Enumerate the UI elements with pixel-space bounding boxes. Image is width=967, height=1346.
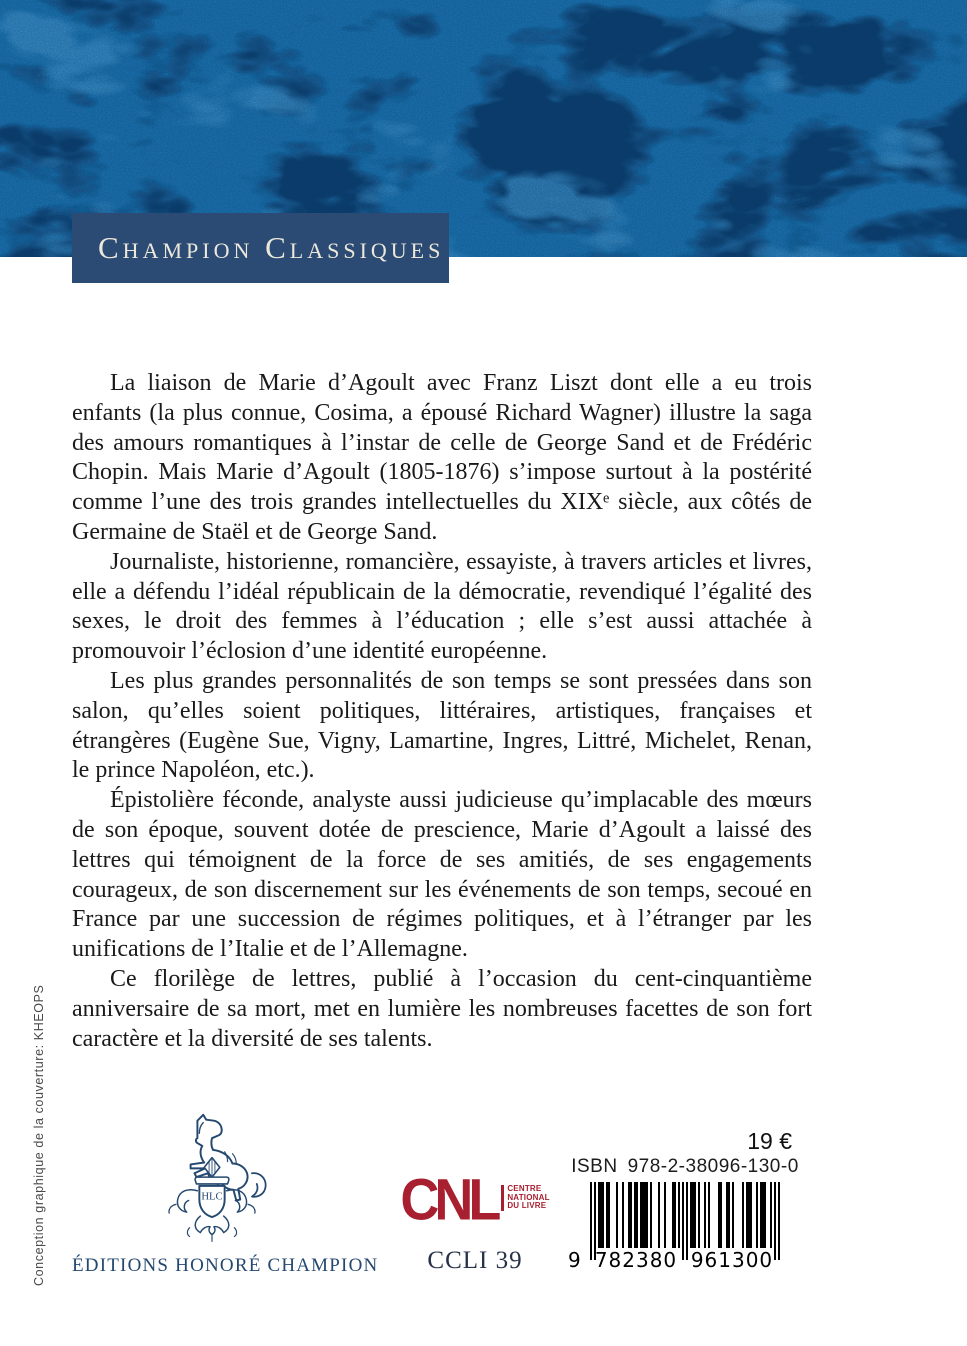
design-credit: Conception graphique de la couverture: KHEOPS — [32, 984, 46, 1286]
barcode-digit-group1: 782380 — [594, 1248, 678, 1272]
paragraph: La liaison de Marie d’Agoult avec Franz Liszt dont elle a eu trois enfants (la plus connue, Cosima, a épousé Richard Wagner) illustre la saga des amours romantiques à l’instar de celle de George Sand et de Frédéric Chopin. Mais Marie d’Agoult (1805-1876) s’impose surtout à la postérité comme l’une des trois grandes intellectuelles du XIXᵉ siècle, aux côtés de Germaine de Staël et de George Sand. — [72, 370, 812, 545]
isbn-prefix: ISBN — [571, 1156, 618, 1177]
collection-code: CCLI 39 — [427, 1247, 523, 1274]
barcode-bars — [590, 1182, 792, 1248]
isbn-label — [569, 1156, 801, 1178]
paragraph: Les plus grandes personnalités de son temps se sont pressées dans son salon, qu’elles soient politiques, littéraires, artistiques, françaises et étrangères (Eugène Sue, Vigny, Lamartine, Ingres, Littré, Michelet, Renan, le prince Napoléon, etc.). — [72, 667, 812, 784]
price: 19 € — [747, 1128, 792, 1154]
cnl-caption-line: CENTRE — [507, 1184, 542, 1193]
collection-banner-label: Champion Classiques — [98, 230, 445, 265]
barcode-digit-left: 9 — [568, 1248, 581, 1272]
publisher-block — [72, 1112, 379, 1277]
paragraph: Journaliste, historienne, romancière, essayiste, à travers articles et livres, elle a défendu l’idéal républicain de la démocratie, revendiqué l’égalité des sexes, le droit des femmes à l’éducation ; elle s’est aussi attachée à promouvoir l’éclosion d’une identité européenne. — [72, 548, 812, 665]
back-cover-text — [72, 369, 812, 1054]
publisher-name: ÉDITIONS HONORÉ CHAMPION — [72, 1255, 379, 1276]
barcode-digit-group2: 961300 — [690, 1248, 774, 1272]
cnl-caption — [501, 1185, 549, 1211]
barcode — [568, 1182, 792, 1272]
cnl-acronym: CNL — [400, 1167, 497, 1233]
cnl-logo — [400, 1167, 550, 1233]
paragraph: Épistolière féconde, analyste aussi judicieuse qu’implacable des mœurs de son époque, souvent dotée de prescience, Marie d’Agoult a laissé des lettres qui témoignent de la force de ses amitiés, de ses engagements courageux, de son discernement sur les événements de son temps, secoué en France par une succession de régimes politiques, et à l’étranger par les unifications de l’Italie et de l’Allemagne. — [72, 787, 812, 963]
collection-banner — [72, 213, 449, 283]
isbn-number: 978-2-38096-130-0 — [627, 1156, 799, 1177]
publisher-logo — [139, 1112, 285, 1250]
publisher-monogram: HLC — [201, 1190, 223, 1203]
cnl-caption-line: NATIONAL — [507, 1192, 550, 1202]
paragraph: Ce florilège de lettres, publié à l’occasion du cent-cinquantième anniversaire de sa mort, met en lumière les nombreuses facettes de son fort caractère et la diversité de ses talents. — [72, 965, 812, 1052]
barcode-digits — [568, 1248, 792, 1272]
cnl-caption-line: DU LIVRE — [507, 1201, 547, 1210]
